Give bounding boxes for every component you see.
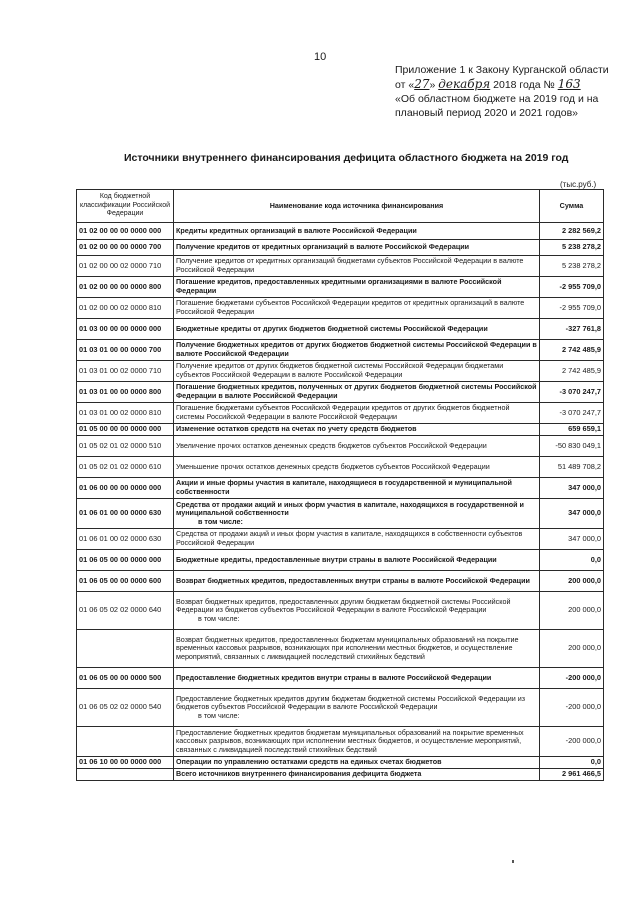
row-name: Возврат бюджетных кредитов, предоставленных внутри страны в валюте Российской Федерации <box>174 571 540 592</box>
row-name: Уменьшение прочих остатков денежных средств бюджетов субъектов Российской Федерации <box>174 457 540 478</box>
row-amount: 200 000,0 <box>540 630 604 668</box>
table-row <box>77 668 604 689</box>
appendix-law-title: «Об областном бюджете на 2019 год и на плановый период 2020 и 2021 годов» <box>395 93 599 119</box>
handwritten-day: 27 <box>414 77 430 91</box>
table-row <box>77 361 604 382</box>
row-name: Возврат бюджетных кредитов, предоставленных бюджетам муниципальных образований на покрытие временных кассовых разрывов, возникающих при исполнении местных бюджетов, и осуществление мероприятий, связанных с ликвидацией последствий стихийных бедствий <box>174 630 540 668</box>
appendix-block <box>395 63 617 120</box>
row-code: 01 03 01 00 00 0000 800 <box>77 382 174 403</box>
row-name <box>174 499 540 529</box>
row-name: Кредиты кредитных организаций в валюте Российской Федерации <box>174 223 540 240</box>
row-name: Погашение бюджетами субъектов Российской Федерации кредитов от кредитных организаций в валюте Российской Федерации <box>174 298 540 319</box>
row-name: Получение кредитов от кредитных организаций бюджетами субъектов Российской Федерации в валюте Российской Федерации <box>174 256 540 277</box>
row-name: Погашение кредитов, предоставленных кредитными организациями в валюте Российской Федерации <box>174 277 540 298</box>
row-subnote: в том числе: <box>198 516 243 526</box>
row-code: 01 02 00 00 00 0000 800 <box>77 277 174 298</box>
table-row <box>77 223 604 240</box>
row-amount: 200 000,0 <box>540 571 604 592</box>
appendix-line: Приложение 1 к Закону Курганской области <box>395 64 609 76</box>
row-name: Операции по управлению остатками средств на единых счетах бюджетов <box>174 757 540 769</box>
row-name-text: Возврат бюджетных кредитов, предоставленных другим бюджетам бюджетной системы Российской Федерации из бюджетов субъектов Российской Федерации в валюте Российской Федерации <box>176 596 511 615</box>
row-name: Получение кредитов от кредитных организаций в валюте Российской Федерации <box>174 240 540 256</box>
handwritten-number: 163 <box>557 77 581 91</box>
table-row <box>77 436 604 457</box>
row-name-text: Средства от продажи акций и иных форм участия в капитале, находящихся в государственной и муниципальной собственности <box>176 499 524 518</box>
row-code: 01 03 01 00 02 0000 710 <box>77 361 174 382</box>
table-row <box>77 340 604 361</box>
row-amount: 0,0 <box>540 550 604 571</box>
row-amount: 347 000,0 <box>540 529 604 550</box>
row-code: 01 06 05 02 02 0000 540 <box>77 689 174 727</box>
row-amount: 2 961 466,5 <box>540 769 604 781</box>
row-name: Предоставление бюджетных кредитов бюджетам муниципальных образований на покрытие временных кассовых разрывов, возникающих при исполнении местных бюджетов, и осуществление мероприятий, связанных с ликвидацией последствий стихийных бедствий <box>174 727 540 757</box>
row-amount: -2 955 709,0 <box>540 277 604 298</box>
row-name: Увеличение прочих остатков денежных средств бюджетов субъектов Российской Федерации <box>174 436 540 457</box>
row-name: Бюджетные кредиты от других бюджетов бюджетной системы Российской Федерации <box>174 319 540 340</box>
row-amount: -200 000,0 <box>540 727 604 757</box>
row-code: 01 02 00 00 00 0000 000 <box>77 223 174 240</box>
row-amount: 5 238 278,2 <box>540 240 604 256</box>
table-row <box>77 592 604 630</box>
appendix-date-line <box>395 77 617 92</box>
row-code: 01 06 05 00 00 0000 500 <box>77 668 174 689</box>
row-amount: -2 955 709,0 <box>540 298 604 319</box>
row-name: Предоставление бюджетных кредитов внутри страны в валюте Российской Федерации <box>174 668 540 689</box>
row-code: 01 06 05 00 00 0000 000 <box>77 550 174 571</box>
row-amount: -50 830 049,1 <box>540 436 604 457</box>
row-amount: 200 000,0 <box>540 592 604 630</box>
row-amount: 659 659,1 <box>540 424 604 436</box>
table-row <box>77 499 604 529</box>
row-name: Получение бюджетных кредитов от других бюджетов бюджетной системы Российской Федерации в валюте Российской Федерации <box>174 340 540 361</box>
row-amount: -327 761,8 <box>540 319 604 340</box>
row-amount: -200 000,0 <box>540 668 604 689</box>
document-title: Источники внутреннего финансирования дефицита областного бюджета на 2019 год <box>124 152 569 164</box>
header-amount: Сумма <box>540 190 604 223</box>
table-row <box>77 382 604 403</box>
row-name <box>174 592 540 630</box>
table-row <box>77 727 604 757</box>
page-number: 10 <box>314 51 327 63</box>
units-label: (тыс.руб.) <box>560 180 597 189</box>
row-code: 01 05 02 01 02 0000 610 <box>77 457 174 478</box>
table-row <box>77 529 604 550</box>
row-amount: -3 070 247,7 <box>540 403 604 424</box>
row-amount: 51 489 708,2 <box>540 457 604 478</box>
row-code: 01 06 05 02 02 0000 640 <box>77 592 174 630</box>
appendix-year: 2018 года № <box>493 79 555 91</box>
row-code: 01 05 02 01 02 0000 510 <box>77 436 174 457</box>
header-code: Код бюджетной классификации Российской Федерации <box>77 190 174 223</box>
appendix-mid: » <box>429 79 436 91</box>
table-header-row <box>77 190 604 223</box>
financing-table <box>76 189 604 781</box>
row-name: Всего источников внутреннего финансирования дефицита бюджета <box>174 769 540 781</box>
row-name-text: Предоставление бюджетных кредитов другим бюджетам бюджетной системы Российской Федерации из бюджетов субъектов Российской Федерации в валюте Российской Федерации <box>176 693 526 712</box>
row-name: Погашение бюджетами субъектов Российской Федерации кредитов от других бюджетов бюджетной системы Российской Федерации в валюте Российской Федерации <box>174 403 540 424</box>
table-row <box>77 457 604 478</box>
row-amount: 2 742 485,9 <box>540 361 604 382</box>
table-row <box>77 298 604 319</box>
row-subnote: в том числе: <box>198 613 240 623</box>
row-code: 01 06 01 00 00 0000 630 <box>77 499 174 529</box>
row-code: 01 06 01 00 02 0000 630 <box>77 529 174 550</box>
row-name: Получение кредитов от других бюджетов бюджетной системы Российской Федерации бюджетами субъектов Российской Федерации в валюте Российской Федерации <box>174 361 540 382</box>
row-amount: 347 000,0 <box>540 499 604 529</box>
row-amount: 0,0 <box>540 757 604 769</box>
row-name: Погашение бюджетных кредитов, полученных от других бюджетов бюджетной системы Российской Федерации в валюте Российской Федерации <box>174 382 540 403</box>
table-row <box>77 757 604 769</box>
table-row <box>77 689 604 727</box>
header-name: Наименование кода источника финансирования <box>174 190 540 223</box>
row-code: 01 02 00 00 00 0000 700 <box>77 240 174 256</box>
row-name: Бюджетные кредиты, предоставленные внутри страны в валюте Российской Федерации <box>174 550 540 571</box>
row-code <box>77 727 174 757</box>
row-amount: -3 070 247,7 <box>540 382 604 403</box>
handwritten-month: декабря <box>438 77 491 91</box>
row-name: Акции и иные формы участия в капитале, находящиеся в государственной и муниципальной собственности <box>174 478 540 499</box>
table-row <box>77 630 604 668</box>
table-row <box>77 256 604 277</box>
row-code: 01 06 00 00 00 0000 000 <box>77 478 174 499</box>
row-code <box>77 630 174 668</box>
table-row <box>77 571 604 592</box>
row-amount: 347 000,0 <box>540 478 604 499</box>
row-amount: 2 282 569,2 <box>540 223 604 240</box>
row-amount: -200 000,0 <box>540 689 604 727</box>
table-row-total <box>77 769 604 781</box>
row-code: 01 03 01 00 02 0000 810 <box>77 403 174 424</box>
row-code: 01 05 00 00 00 0000 000 <box>77 424 174 436</box>
appendix-from: от « <box>395 79 415 91</box>
row-amount: 2 742 485,9 <box>540 340 604 361</box>
row-code: 01 02 00 00 02 0000 710 <box>77 256 174 277</box>
table-row <box>77 478 604 499</box>
row-amount: 5 238 278,2 <box>540 256 604 277</box>
row-subnote: в том числе: <box>198 710 240 720</box>
table-row <box>77 319 604 340</box>
row-code: 01 03 01 00 00 0000 700 <box>77 340 174 361</box>
table-row <box>77 403 604 424</box>
row-code <box>77 769 174 781</box>
row-code: 01 06 10 00 00 0000 000 <box>77 757 174 769</box>
row-name: Изменение остатков средств на счетах по учету средств бюджетов <box>174 424 540 436</box>
row-code: 01 03 00 00 00 0000 000 <box>77 319 174 340</box>
row-name <box>174 689 540 727</box>
table-row <box>77 424 604 436</box>
row-code: 01 06 05 00 00 0000 600 <box>77 571 174 592</box>
scan-speck <box>512 860 514 863</box>
row-code: 01 02 00 00 02 0000 810 <box>77 298 174 319</box>
row-name: Средства от продажи акций и иных форм участия в капитале, находящихся в собственности субъектов Российской Федерации <box>174 529 540 550</box>
table-row <box>77 550 604 571</box>
table-row <box>77 277 604 298</box>
table-row <box>77 240 604 256</box>
